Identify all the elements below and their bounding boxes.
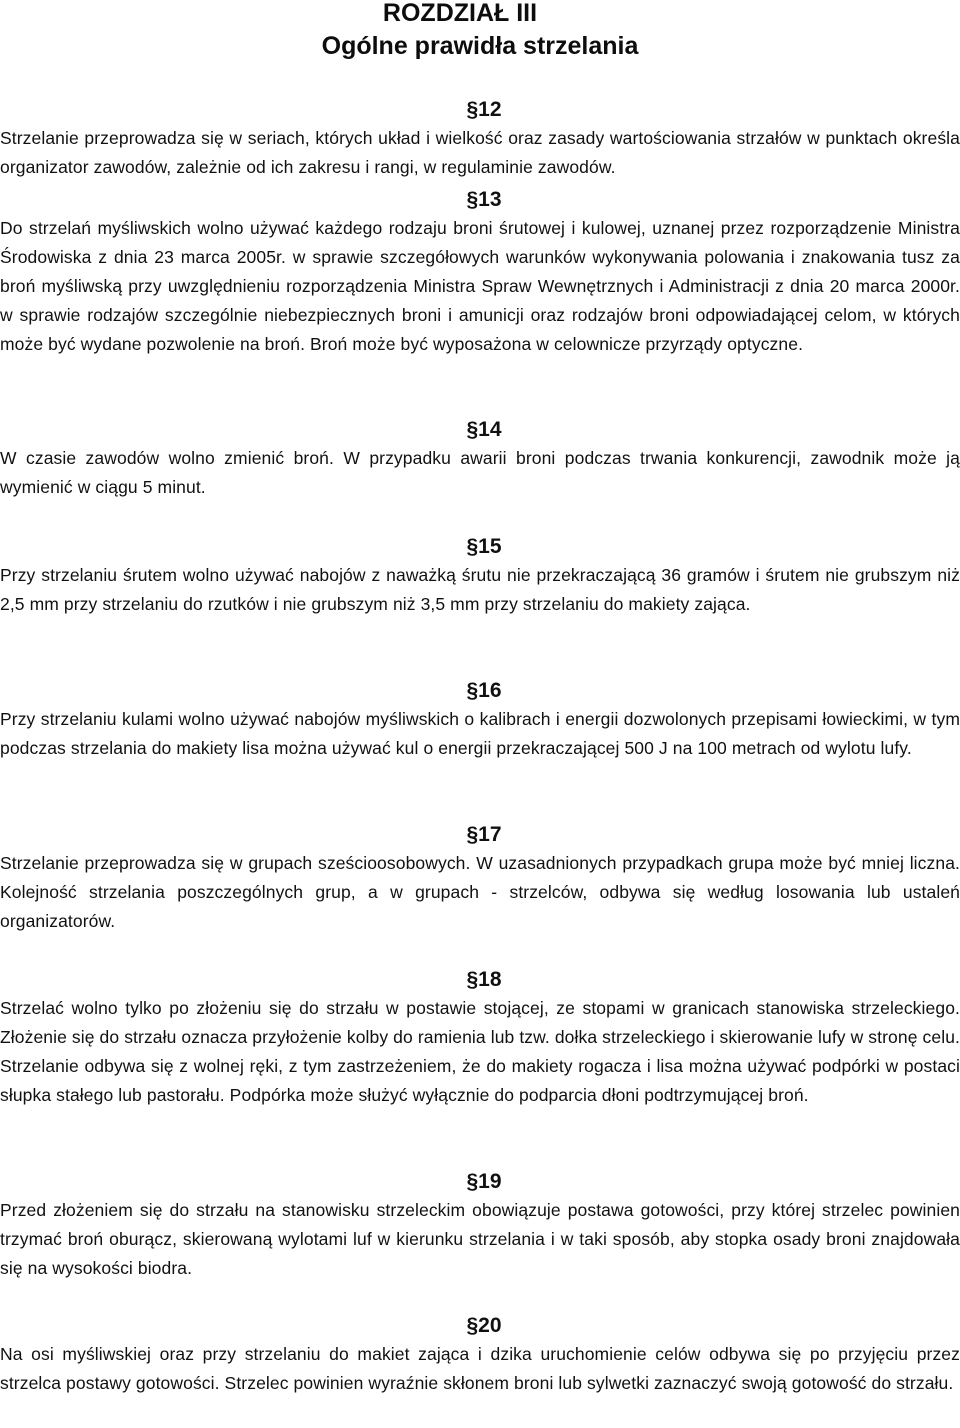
section-text: Na osi myśliwskiej oraz przy strzelaniu do makiet zająca i dzika uruchomienie celów odbywa się po przyjęciu przez strzelca postawy gotowości. Strzelec powinien wyraźnie skłonem broni lub sylwetki zaznaczyć swoją gotowość do strzału. [0, 1344, 960, 1393]
section-number: 19 [478, 1170, 502, 1193]
section-heading [0, 821, 960, 849]
paragraph-sign: § [466, 1314, 479, 1337]
paragraph-sign: § [466, 968, 479, 991]
paragraph-sign: § [466, 98, 479, 121]
section-17 [0, 821, 960, 936]
section-heading [0, 533, 960, 561]
paragraph-sign: § [466, 418, 479, 441]
section-number: 12 [478, 98, 502, 121]
paragraph-sign: § [466, 823, 479, 846]
section-text: W czasie zawodów wolno zmienić broń. W przypadku awarii broni podczas trwania konkurencji, zawodnik może ją wymienić w ciągu 5 minut. [0, 448, 960, 497]
section-text: Do strzelań myśliwskich wolno używać każdego rodzaju broni śrutowej i kulowej, uznanej przez rozporządzenie Ministra Środowiska z dnia 23 marca 2005r. w sprawie szczegółowych warunków wykonywania polowania i znakowania tusz za broń myśliwską przy uwzględnieniu rozporządzenia Ministra Spraw Wewnętrznych i Administracji z dnia 20 marca 2000r. w sprawie rodzajów szczególnie niebezpiecznych broni i amunicji oraz rodzajów broni odpowiadającej celom, w których może być wydane pozwolenie na broń. Broń może być wyposażona w celownicze przyrządy optyczne. [0, 218, 960, 354]
section-text: Przy strzelaniu kulami wolno używać nabojów myśliwskich o kalibrach i energii dozwolonych przepisami łowieckimi, w tym podczas strzelania do makiety lisa można używać kul o energii przekraczającej 500 J na 100 metrach od wylotu lufy. [0, 709, 960, 758]
section-20 [0, 1312, 960, 1398]
section-number: 18 [478, 968, 502, 991]
section-number: 13 [478, 188, 502, 211]
section-heading [0, 1168, 960, 1196]
section-text: Przy strzelaniu śrutem wolno używać nabojów z naważką śrutu nie przekraczającą 36 gramów i śrutem nie grubszym niż 2,5 mm przy strzelaniu do rzutków i nie grubszym niż 3,5 mm przy strzelaniu do makiety zająca. [0, 565, 960, 614]
section-heading [0, 966, 960, 994]
section-text: Strzelać wolno tylko po złożeniu się do strzału w postawie stojącej, ze stopami w granicach stanowiska strzeleckiego. Złożenie się do strzału oznacza przyłożenie kolby do ramienia lub tzw. dołka strzeleckiego i skierowanie lufy w stronę celu. Strzelanie odbywa się z wolnej ręki, z tym zastrzeżeniem, że do makiety rogacza i lisa można używać podpórki w postaci słupka stałego lub pastorału. Podpórka może służyć wyłącznie do podparcia dłoni podtrzymującej broń. [0, 998, 960, 1105]
section-13 [0, 186, 960, 359]
paragraph-sign: § [466, 188, 479, 211]
section-text: Przed złożeniem się do strzału na stanowisku strzeleckim obowiązuje postawa gotowości, przy której strzelec powinien trzymać broń oburącz, skierowaną wylotami luf w kierunku strzelania i w taki sposób, aby stopka osady broni znajdowała się na wysokości biodra. [0, 1200, 960, 1278]
chapter-title: Ogólne prawidła strzelania [321, 32, 639, 60]
section-number: 20 [478, 1314, 502, 1337]
section-14 [0, 416, 960, 502]
paragraph-sign: § [466, 535, 479, 558]
paragraph-sign: § [466, 679, 479, 702]
paragraph-sign: § [466, 1170, 479, 1193]
section-heading [0, 1312, 960, 1340]
section-number: 15 [478, 535, 502, 558]
section-18 [0, 966, 960, 1110]
section-16 [0, 677, 960, 763]
section-number: 17 [478, 823, 502, 846]
section-heading [0, 416, 960, 444]
section-text: Strzelanie przeprowadza się w grupach sześcioosobowych. W uzasadnionych przypadkach grupa może być mniej liczna. Kolejność strzelania poszczególnych grup, a w grupach - strzelców, odbywa się według losowania lub ustaleń organizatorów. [0, 853, 960, 931]
section-number: 16 [478, 679, 502, 702]
section-15 [0, 533, 960, 619]
section-19 [0, 1168, 960, 1283]
section-heading [0, 186, 960, 214]
section-text: Strzelanie przeprowadza się w seriach, których układ i wielkość oraz zasady wartościowania strzałów w punktach określa organizator zawodów, zależnie od ich zakresu i rangi, w regulaminie zawodów. [0, 128, 960, 177]
section-heading [0, 677, 960, 705]
section-number: 14 [478, 418, 502, 441]
chapter-number: ROZDZIAŁ III [382, 0, 538, 27]
section-heading [0, 96, 960, 124]
section-12 [0, 96, 960, 182]
